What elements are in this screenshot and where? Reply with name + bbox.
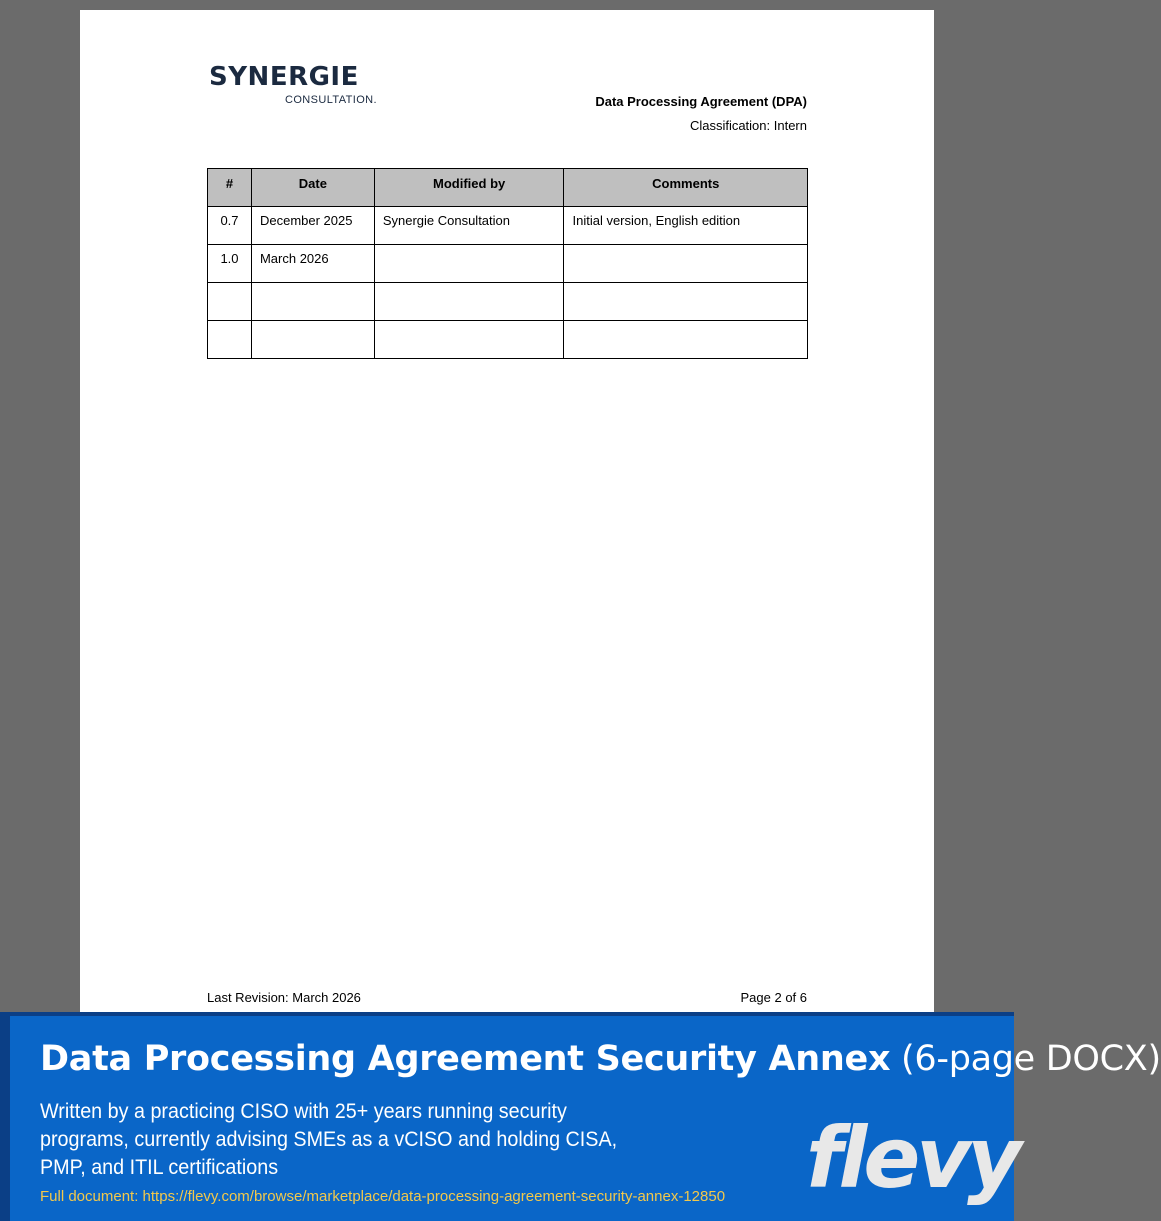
table-header-row: [208, 169, 808, 207]
banner-title: [40, 1039, 1161, 1079]
document-classification: Classification: Intern: [689, 118, 807, 133]
column-header: Modified by: [374, 169, 564, 207]
table-cell: [374, 283, 564, 321]
company-logo: [209, 62, 389, 106]
table-cell: 0.7: [208, 207, 252, 245]
table-cell: [251, 283, 374, 321]
table-cell: [208, 283, 252, 321]
document-header-title: Data Processing Agreement (DPA): [595, 94, 807, 109]
table-cell: Synergie Consultation: [374, 207, 564, 245]
logo-sub-text: CONSULTATION.: [285, 94, 377, 106]
banner-top-border: [0, 1012, 1014, 1016]
table-cell: 1.0: [208, 245, 252, 283]
footer-page-number: Page 2 of 6: [740, 990, 807, 1005]
column-header: #: [208, 169, 252, 207]
table-cell: [374, 321, 564, 359]
footer-last-revision: Last Revision: March 2026: [207, 990, 361, 1005]
table-cell: December 2025: [251, 207, 374, 245]
table-row: [208, 321, 808, 359]
table-cell: [564, 245, 808, 283]
table-row: [208, 245, 808, 283]
banner-title-format: (6-page DOCX): [901, 1039, 1161, 1079]
table-cell: [208, 321, 252, 359]
promo-banner: [0, 1012, 1161, 1221]
banner-description: Written by a practicing CISO with 25+ years running security programs, currently advising SMEs as a vCISO and holding CISA, PMP, and ITIL certifications: [40, 1100, 618, 1179]
table-cell: [374, 245, 564, 283]
table-cell: Initial version, English edition: [564, 207, 808, 245]
logo-main-text: SYNERGIE: [209, 62, 359, 92]
column-header: Comments: [564, 169, 808, 207]
table-cell: [564, 321, 808, 359]
table-cell: [251, 321, 374, 359]
full-document-link[interactable]: Full document: https://flevy.com/browse/marketplace/data-processing-agreement-security-annex-12850: [40, 1188, 726, 1205]
banner-left-edge: [0, 1012, 10, 1221]
flevy-logo: flevy: [806, 1109, 1018, 1207]
document-page: [80, 10, 934, 1022]
table-cell: [564, 283, 808, 321]
table-cell: March 2026: [251, 245, 374, 283]
table-row: [208, 283, 808, 321]
banner-title-bold: Data Processing Agreement Security Annex: [40, 1039, 891, 1079]
table-row: [208, 207, 808, 245]
column-header: Date: [251, 169, 374, 207]
revision-table: [207, 168, 808, 359]
